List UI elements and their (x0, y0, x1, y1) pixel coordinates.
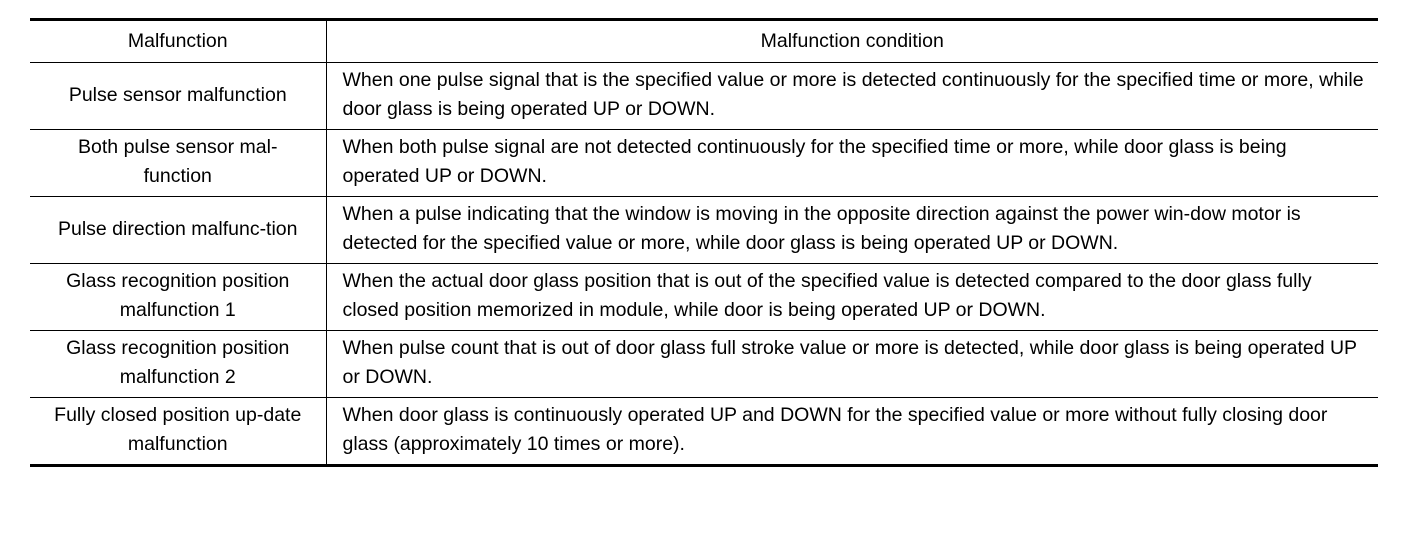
condition-cell: When pulse count that is out of door glass full stroke value or more is detected, while door glass is being operated UP or DOWN. (326, 331, 1378, 398)
table-row (30, 398, 1378, 466)
condition-cell: When door glass is continuously operated UP and DOWN for the specified value or more without fully closing door glass (approximately 10 times or more). (342, 404, 1328, 455)
table-row (30, 264, 1378, 331)
table-row (30, 130, 1378, 197)
malfunction-cell: Glass recognition position malfunction 2 (30, 331, 326, 398)
table-header-row (30, 20, 1378, 63)
header-malfunction: Malfunction (30, 20, 326, 63)
malfunction-cell: Pulse direction malfunc-tion (30, 197, 326, 264)
header-malfunction-condition: Malfunction condition (326, 20, 1378, 63)
malfunction-cell: Fully closed position up-date malfunction (30, 398, 326, 466)
table-row (30, 197, 1378, 264)
malfunction-table (30, 18, 1378, 467)
malfunction-table-container (30, 18, 1378, 467)
table-row (30, 331, 1378, 398)
condition-cell: When both pulse signal are not detected continuously for the specified time or more, while door glass is being operated UP or DOWN. (326, 130, 1378, 197)
condition-cell: When the actual door glass position that is out of the specified value is detected compared to the door glass fully closed position memorized in module, while door is being operated UP or DOWN. (326, 264, 1378, 331)
malfunction-cell: Both pulse sensor mal-function (30, 130, 326, 197)
malfunction-cell: Pulse sensor malfunction (30, 63, 326, 130)
table-row (30, 63, 1378, 130)
condition-cell: When one pulse signal that is the specified value or more is detected continuously for the specified time or more, while door glass is being operated UP or DOWN. (326, 63, 1378, 130)
malfunction-cell: Glass recognition position malfunction 1 (30, 264, 326, 331)
condition-cell: When a pulse indicating that the window is moving in the opposite direction against the power win-dow motor is detected for the specified value or more, while door glass is being operated UP or DOWN. (326, 197, 1378, 264)
